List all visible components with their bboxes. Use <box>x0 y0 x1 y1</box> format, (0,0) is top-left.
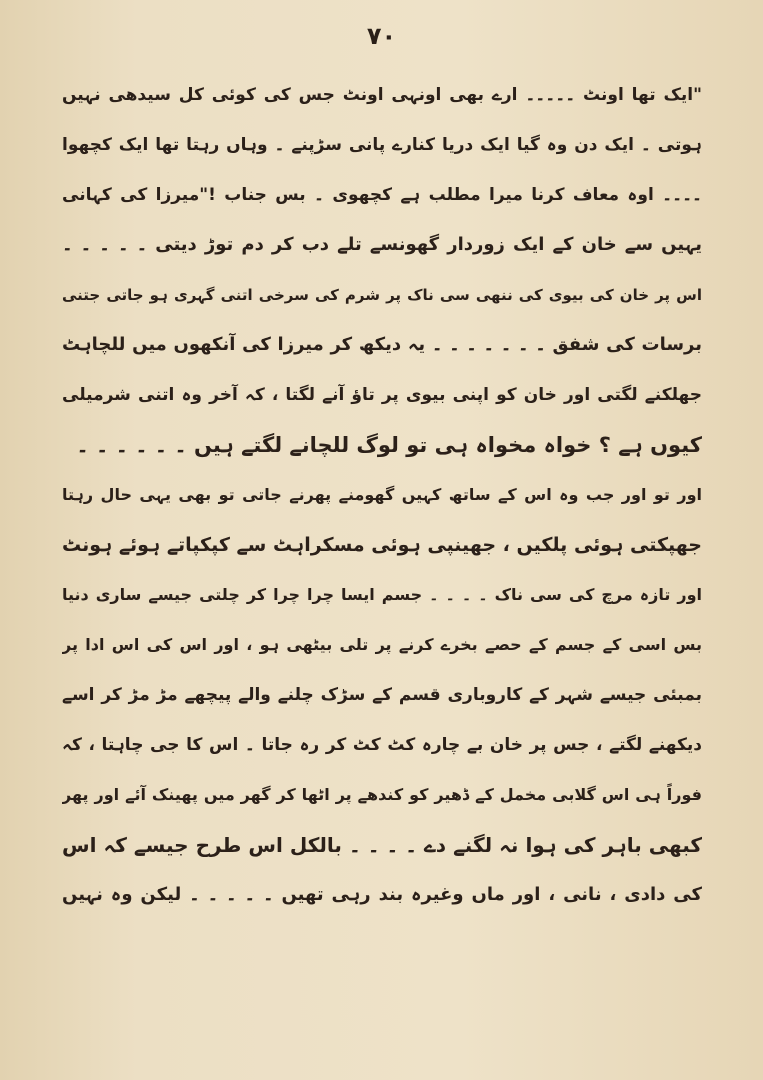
text-line: بمبئی جیسے شہر کے کاروباری قسم کے سڑک چلنے والے پیچھے مڑ مڑ کر اسے <box>62 685 702 705</box>
text-line: بس اسی کے جسم کے حصے بخرے کرنے پر تلی بیٹھی ہو ، اور اس کی اس ادا پر <box>62 635 702 654</box>
text-line: کیوں ہے ؟ خواہ مخواہ ہی تو لوگ للچانے لگتے ہیں ۔ ۔ ۔ ۔ ۔ ۔ <box>76 433 702 457</box>
text-line: اس پر خان کی بیوی کی ننھی سی ناک پر شرم کی سرخی اتنی گہری ہو جاتی جتنی <box>62 286 702 304</box>
text-line: دیکھنے لگتے ، جس پر خان بے چارہ کٹ کٹ کر رہ جاتا ۔ اس کا جی چاہتا ، کہ <box>62 735 702 755</box>
text-line: ہوتی ۔ ایک دن وہ گیا ایک دریا کنارے پانی سڑپنے ۔ وہاں رہتا تھا ایک کچھوا <box>62 135 702 155</box>
page-number: ۷۰ <box>366 22 397 50</box>
text-line: جھلکنے لگتی اور خان کو اپنی بیوی پر تاؤ آنے لگتا ، کہ آخر وہ اتنی شرمیلی <box>62 385 702 405</box>
text-line: اور تازہ مرچ کی سی ناک ۔ ۔ ۔ ۔ جسم ایسا چرا چرا کر چلتی جیسے ساری دنیا <box>62 585 702 604</box>
text-line: یہیں سے خان کے ایک زوردار گھونسے تلے دب کر دم توڑ دیتی ۔ ۔ ۔ ۔ ۔ <box>62 234 702 255</box>
text-line: برسات کی شفق ۔ ۔ ۔ ۔ ۔ ۔ ۔ یہ دیکھ کر میرزا کی آنکھوں میں للچاہٹ <box>62 334 702 355</box>
text-line: "ایک تھا اونٹ ۔۔۔۔۔ ارے بھی اونہی اونٹ جس کی کوئی کل سیدھی نہیں <box>62 85 702 105</box>
text-line: کی دادی ، نانی ، اور ماں وغیرہ بند رہی تھیں ۔ ۔ ۔ ۔ ۔ لیکن وہ نہیں <box>62 884 702 905</box>
text-line: فوراً ہی اس گلابی مخمل کے ڈھیر کو کندھے پر اٹھا کر گھر میں پھینک آئے اور پھر <box>62 785 702 804</box>
text-body <box>62 70 702 920</box>
text-line: اور تو اور جب وہ اس کے ساتھ کہیں گھومنے پھرنے جاتی تو بھی یہی حال رہتا <box>62 485 702 504</box>
text-line: جھپکتی ہوئی پلکیں ، جھینپی ہوئی مسکراہٹ سے کپکپاتے ہوئے ہونٹ <box>62 534 702 556</box>
text-line: کبھی باہر کی ہوا نہ لگنے دے ۔ ۔ ۔ ۔ بالکل اس طرح جیسے کہ اس <box>62 833 702 857</box>
text-line: ۔۔۔۔ اوہ معاف کرنا میرا مطلب ہے کچھوی ۔ بس جناب !"میرزا کی کہانی <box>62 185 702 205</box>
